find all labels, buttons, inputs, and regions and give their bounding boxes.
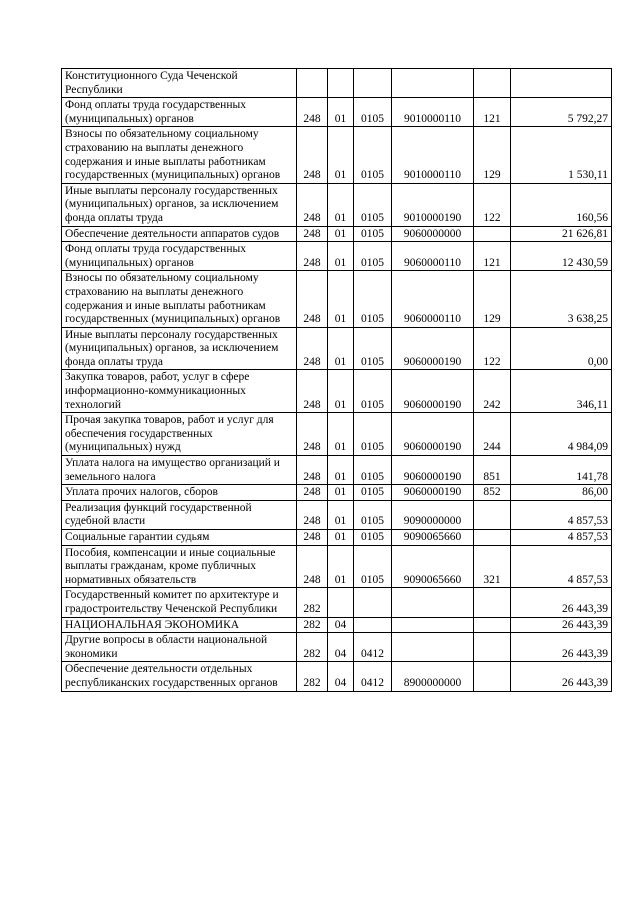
cell-vedomstvo: 248 [297, 271, 328, 327]
cell-podrazdel [354, 617, 392, 633]
table-row [62, 588, 612, 617]
table-row [62, 485, 612, 501]
cell-summa: 5 792,27 [511, 98, 612, 127]
cell-vr: 129 [474, 127, 511, 183]
cell-podrazdel: 0105 [354, 183, 392, 226]
cell-vr [474, 617, 511, 633]
cell-csr: 8900000000 [392, 662, 474, 691]
cell-razdel: 01 [328, 271, 354, 327]
table-row [62, 413, 612, 456]
cell-razdel: 01 [328, 500, 354, 529]
cell-razdel: 01 [328, 242, 354, 271]
cell-summa: 346,11 [511, 370, 612, 413]
table-row [62, 242, 612, 271]
cell-csr: 9090000000 [392, 500, 474, 529]
cell-vedomstvo: 248 [297, 127, 328, 183]
cell-podrazdel: 0105 [354, 242, 392, 271]
cell-vedomstvo: 248 [297, 183, 328, 226]
cell-vr [474, 500, 511, 529]
cell-podrazdel: 0105 [354, 456, 392, 485]
cell-razdel: 01 [328, 530, 354, 546]
cell-vr [474, 588, 511, 617]
table-row [62, 530, 612, 546]
cell-podrazdel: 0105 [354, 327, 392, 370]
cell-podrazdel [354, 69, 392, 98]
cell-name: НАЦИОНАЛЬНАЯ ЭКОНОМИКА [62, 617, 297, 633]
table-row [62, 662, 612, 691]
cell-vr: 851 [474, 456, 511, 485]
cell-vr [474, 662, 511, 691]
cell-summa: 26 443,39 [511, 617, 612, 633]
table-row [62, 271, 612, 327]
cell-vr: 129 [474, 271, 511, 327]
cell-name: Другие вопросы в области национальной экономики [62, 633, 297, 662]
table-row [62, 500, 612, 529]
cell-csr [392, 633, 474, 662]
table-row [62, 633, 612, 662]
cell-vr: 121 [474, 98, 511, 127]
cell-razdel: 04 [328, 617, 354, 633]
cell-csr: 9010000110 [392, 98, 474, 127]
cell-summa: 12 430,59 [511, 242, 612, 271]
cell-name: Обеспечение деятельности аппаратов судов [62, 226, 297, 242]
table-row [62, 127, 612, 183]
cell-razdel: 01 [328, 413, 354, 456]
cell-name: Прочая закупка товаров, работ и услуг для обеспечения государственных (муниципальных) нужд [62, 413, 297, 456]
cell-csr: 9060000190 [392, 370, 474, 413]
table-row [62, 327, 612, 370]
cell-vr: 244 [474, 413, 511, 456]
cell-summa: 1 530,11 [511, 127, 612, 183]
cell-vedomstvo: 248 [297, 545, 328, 588]
cell-razdel: 01 [328, 183, 354, 226]
table-row [62, 98, 612, 127]
cell-name: Конституционного Суда Чеченской Республики [62, 69, 297, 98]
cell-podrazdel: 0105 [354, 98, 392, 127]
cell-vr: 121 [474, 242, 511, 271]
cell-razdel: 01 [328, 485, 354, 501]
cell-podrazdel: 0105 [354, 370, 392, 413]
cell-summa: 4 984,09 [511, 413, 612, 456]
cell-razdel [328, 69, 354, 98]
cell-csr [392, 617, 474, 633]
cell-summa: 141,78 [511, 456, 612, 485]
cell-vedomstvo: 248 [297, 456, 328, 485]
cell-csr: 9060000190 [392, 327, 474, 370]
cell-csr: 9060000190 [392, 456, 474, 485]
cell-vedomstvo: 248 [297, 413, 328, 456]
cell-summa [511, 69, 612, 98]
cell-podrazdel: 0105 [354, 271, 392, 327]
cell-vr: 122 [474, 327, 511, 370]
cell-summa: 3 638,25 [511, 271, 612, 327]
cell-vedomstvo: 282 [297, 662, 328, 691]
cell-razdel: 01 [328, 456, 354, 485]
cell-podrazdel: 0105 [354, 413, 392, 456]
cell-podrazdel [354, 588, 392, 617]
cell-vedomstvo: 248 [297, 242, 328, 271]
table-row [62, 370, 612, 413]
cell-podrazdel: 0412 [354, 662, 392, 691]
cell-podrazdel: 0105 [354, 545, 392, 588]
cell-vr: 852 [474, 485, 511, 501]
cell-csr: 9090065660 [392, 530, 474, 546]
cell-name: Иные выплаты персоналу государственных (муниципальных) органов, за исключением фонда оплаты труда [62, 183, 297, 226]
cell-vedomstvo: 282 [297, 588, 328, 617]
cell-name: Пособия, компенсации и иные социальные выплаты гражданам, кроме публичных нормативных обязательств [62, 545, 297, 588]
cell-name: Фонд оплаты труда государственных (муниципальных) органов [62, 98, 297, 127]
cell-podrazdel: 0105 [354, 127, 392, 183]
cell-csr: 9060000000 [392, 226, 474, 242]
cell-name: Социальные гарантии судьям [62, 530, 297, 546]
cell-vr [474, 530, 511, 546]
cell-razdel: 01 [328, 327, 354, 370]
cell-vedomstvo [297, 69, 328, 98]
cell-csr [392, 69, 474, 98]
cell-summa: 26 443,39 [511, 662, 612, 691]
cell-razdel: 01 [328, 545, 354, 588]
cell-summa: 0,00 [511, 327, 612, 370]
cell-name: Взносы по обязательному социальному страхованию на выплаты денежного содержания и иные выплаты работникам государственных (муниципальных) органов [62, 271, 297, 327]
table-row [62, 617, 612, 633]
cell-vr [474, 226, 511, 242]
cell-summa: 160,56 [511, 183, 612, 226]
cell-csr: 9060000110 [392, 242, 474, 271]
cell-razdel: 04 [328, 633, 354, 662]
cell-summa: 4 857,53 [511, 500, 612, 529]
cell-vedomstvo: 248 [297, 500, 328, 529]
cell-name: Уплата налога на имущество организаций и земельного налога [62, 456, 297, 485]
cell-vedomstvo: 248 [297, 530, 328, 546]
cell-razdel [328, 588, 354, 617]
budget-table [61, 68, 612, 692]
cell-summa: 26 443,39 [511, 588, 612, 617]
cell-summa: 4 857,53 [511, 545, 612, 588]
cell-csr: 9010000110 [392, 127, 474, 183]
cell-vedomstvo: 282 [297, 617, 328, 633]
table-row [62, 456, 612, 485]
cell-vr [474, 633, 511, 662]
cell-razdel: 01 [328, 98, 354, 127]
cell-summa: 26 443,39 [511, 633, 612, 662]
cell-csr: 9060000190 [392, 485, 474, 501]
cell-csr: 9090065660 [392, 545, 474, 588]
cell-summa: 21 626,81 [511, 226, 612, 242]
cell-podrazdel: 0105 [354, 485, 392, 501]
cell-vr: 122 [474, 183, 511, 226]
cell-name: Реализация функций государственной судебной власти [62, 500, 297, 529]
cell-name: Взносы по обязательному социальному страхованию на выплаты денежного содержания и иные выплаты работникам государственных (муниципальных) органов [62, 127, 297, 183]
cell-vedomstvo: 248 [297, 370, 328, 413]
cell-summa: 4 857,53 [511, 530, 612, 546]
cell-vedomstvo: 248 [297, 226, 328, 242]
cell-vedomstvo: 248 [297, 327, 328, 370]
cell-vr: 321 [474, 545, 511, 588]
cell-name: Государственный комитет по архитектуре и градостроительству Чеченской Республики [62, 588, 297, 617]
table-row [62, 545, 612, 588]
budget-table-body [62, 69, 612, 692]
cell-vedomstvo: 282 [297, 633, 328, 662]
cell-csr: 9010000190 [392, 183, 474, 226]
cell-name: Уплата прочих налогов, сборов [62, 485, 297, 501]
cell-name: Обеспечение деятельности отдельных республиканских государственных органов [62, 662, 297, 691]
cell-name: Иные выплаты персоналу государственных (муниципальных) органов, за исключением фонда оплаты труда [62, 327, 297, 370]
cell-vr: 242 [474, 370, 511, 413]
cell-name: Фонд оплаты труда государственных (муниципальных) органов [62, 242, 297, 271]
cell-razdel: 01 [328, 127, 354, 183]
table-row [62, 226, 612, 242]
cell-vedomstvo: 248 [297, 485, 328, 501]
cell-vedomstvo: 248 [297, 98, 328, 127]
cell-podrazdel: 0105 [354, 500, 392, 529]
cell-csr: 9060000110 [392, 271, 474, 327]
cell-podrazdel: 0105 [354, 226, 392, 242]
cell-summa: 86,00 [511, 485, 612, 501]
cell-podrazdel: 0105 [354, 530, 392, 546]
table-row [62, 69, 612, 98]
cell-razdel: 01 [328, 370, 354, 413]
cell-name: Закупка товаров, работ, услуг в сфере информационно-коммуникационных технологий [62, 370, 297, 413]
cell-razdel: 04 [328, 662, 354, 691]
cell-razdel: 01 [328, 226, 354, 242]
cell-csr [392, 588, 474, 617]
table-row [62, 183, 612, 226]
cell-csr: 9060000190 [392, 413, 474, 456]
cell-podrazdel: 0412 [354, 633, 392, 662]
cell-vr [474, 69, 511, 98]
